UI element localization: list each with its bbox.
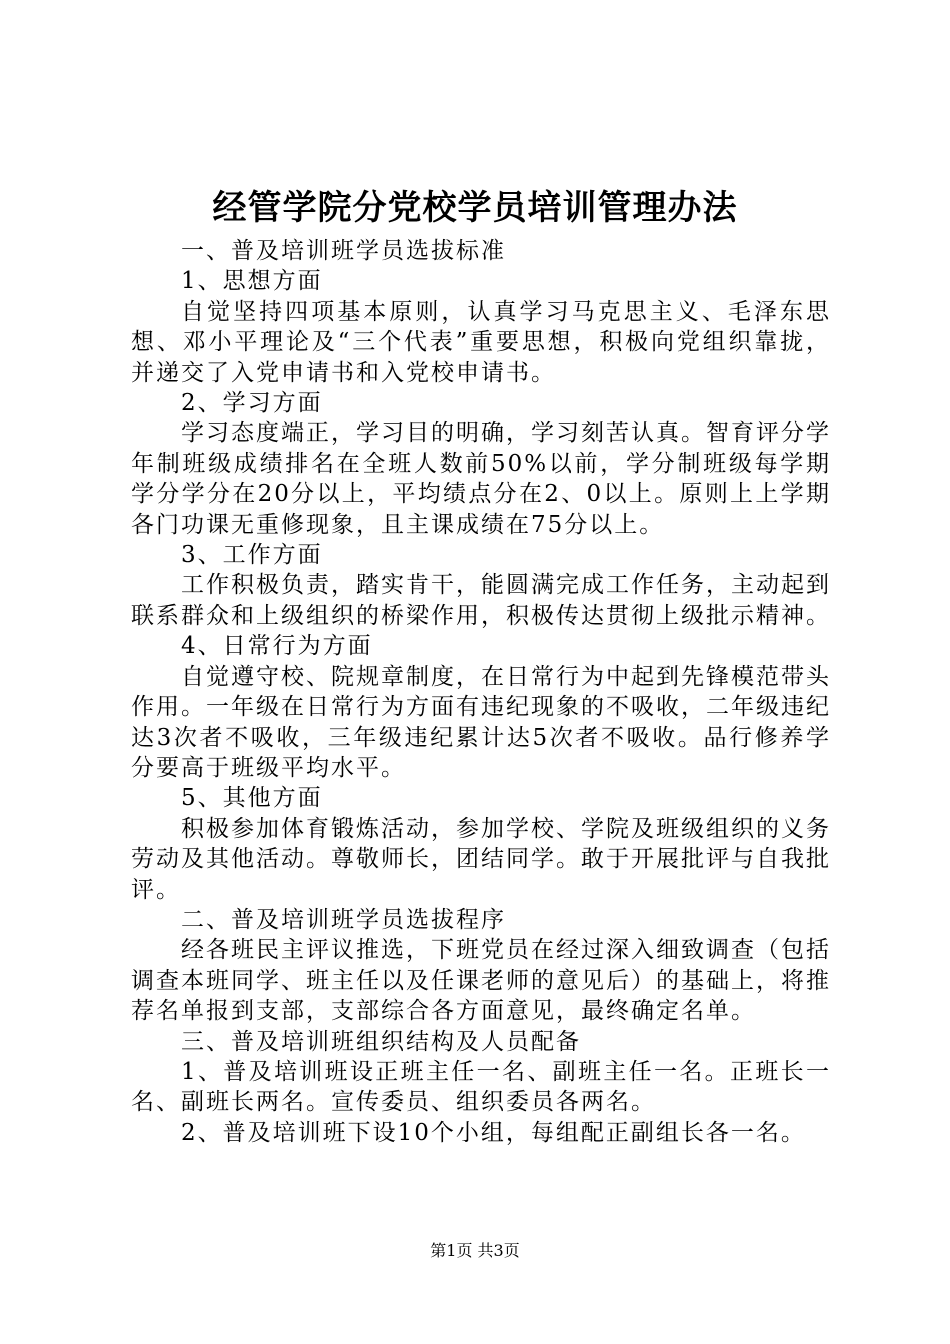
section-heading: 三、普及培训班组织结构及人员配备 — [181, 1028, 581, 1055]
subsection-heading: 1、思想方面 — [181, 268, 323, 295]
paragraph: 1、普及培训班设正班主任一名、副班主任一名。正班长一名、副班长两名。宣传委员、组织委员各两名。 — [131, 1058, 831, 1116]
section-heading: 一、普及培训班学员选拔标准 — [181, 238, 506, 264]
paragraph: 积极参加体育锻炼活动，参加学校、学院及班级组织的义务劳动及其他活动。尊敬师长，团结同学。敢于开展批评与自我批评。 — [131, 815, 831, 903]
paragraph: 工作积极负责，踏实肯干，能圆满完成工作任务，主动起到联系群众和上级组织的桥梁作用，积极传达贯彻上级批示精神。 — [131, 572, 831, 629]
subsection-heading: 2、学习方面 — [181, 390, 323, 417]
paragraph: 自觉遵守校、院规章制度，在日常行为中起到先锋模范带头作用。一年级在日常行为方面有违纪现象的不吸收，二年级违纪达3次者不吸收，三年级违纪累计达5次者不吸收。品行修养学分要高于班级平均水平。 — [131, 663, 831, 781]
subsection-heading: 4、日常行为方面 — [181, 633, 373, 660]
document-title: 经管学院分党校学员培训管理办法 — [212, 188, 738, 228]
paragraph: 2、普及培训班下设10个小组，每组配正副组长各一名。 — [181, 1119, 806, 1146]
paragraph: 自觉坚持四项基本原则，认真学习马克思主义、毛泽东思想、邓小平理论及“三个代表”重要思想，积极向党组织靠拢，并递交了入党申请书和入党校申请书。 — [131, 298, 831, 386]
subsection-heading: 3、工作方面 — [181, 542, 323, 569]
paragraph: 经各班民主评议推选，下班党员在经过深入细致调查（包括调查本班同学、班主任以及任课老师的意见后）的基础上，将推荐名单报到支部，支部综合各方面意见，最终确定名单。 — [131, 937, 831, 1025]
subsection-heading: 5、其他方面 — [181, 785, 323, 812]
page-number-footer: 第1页 共3页 — [430, 1241, 520, 1260]
document-body — [131, 236, 831, 1148]
paragraph: 学习态度端正，学习目的明确，学习刻苦认真。智育评分学年制班级成绩排名在全班人数前50%以前，学分制班级每学期学分学分在20分以上，平均绩点分在2、0以上。原则上上学期各门功课无重修现象，且主课成绩在75分以上。 — [131, 420, 831, 538]
section-heading: 二、普及培训班学员选拔程序 — [181, 906, 506, 933]
